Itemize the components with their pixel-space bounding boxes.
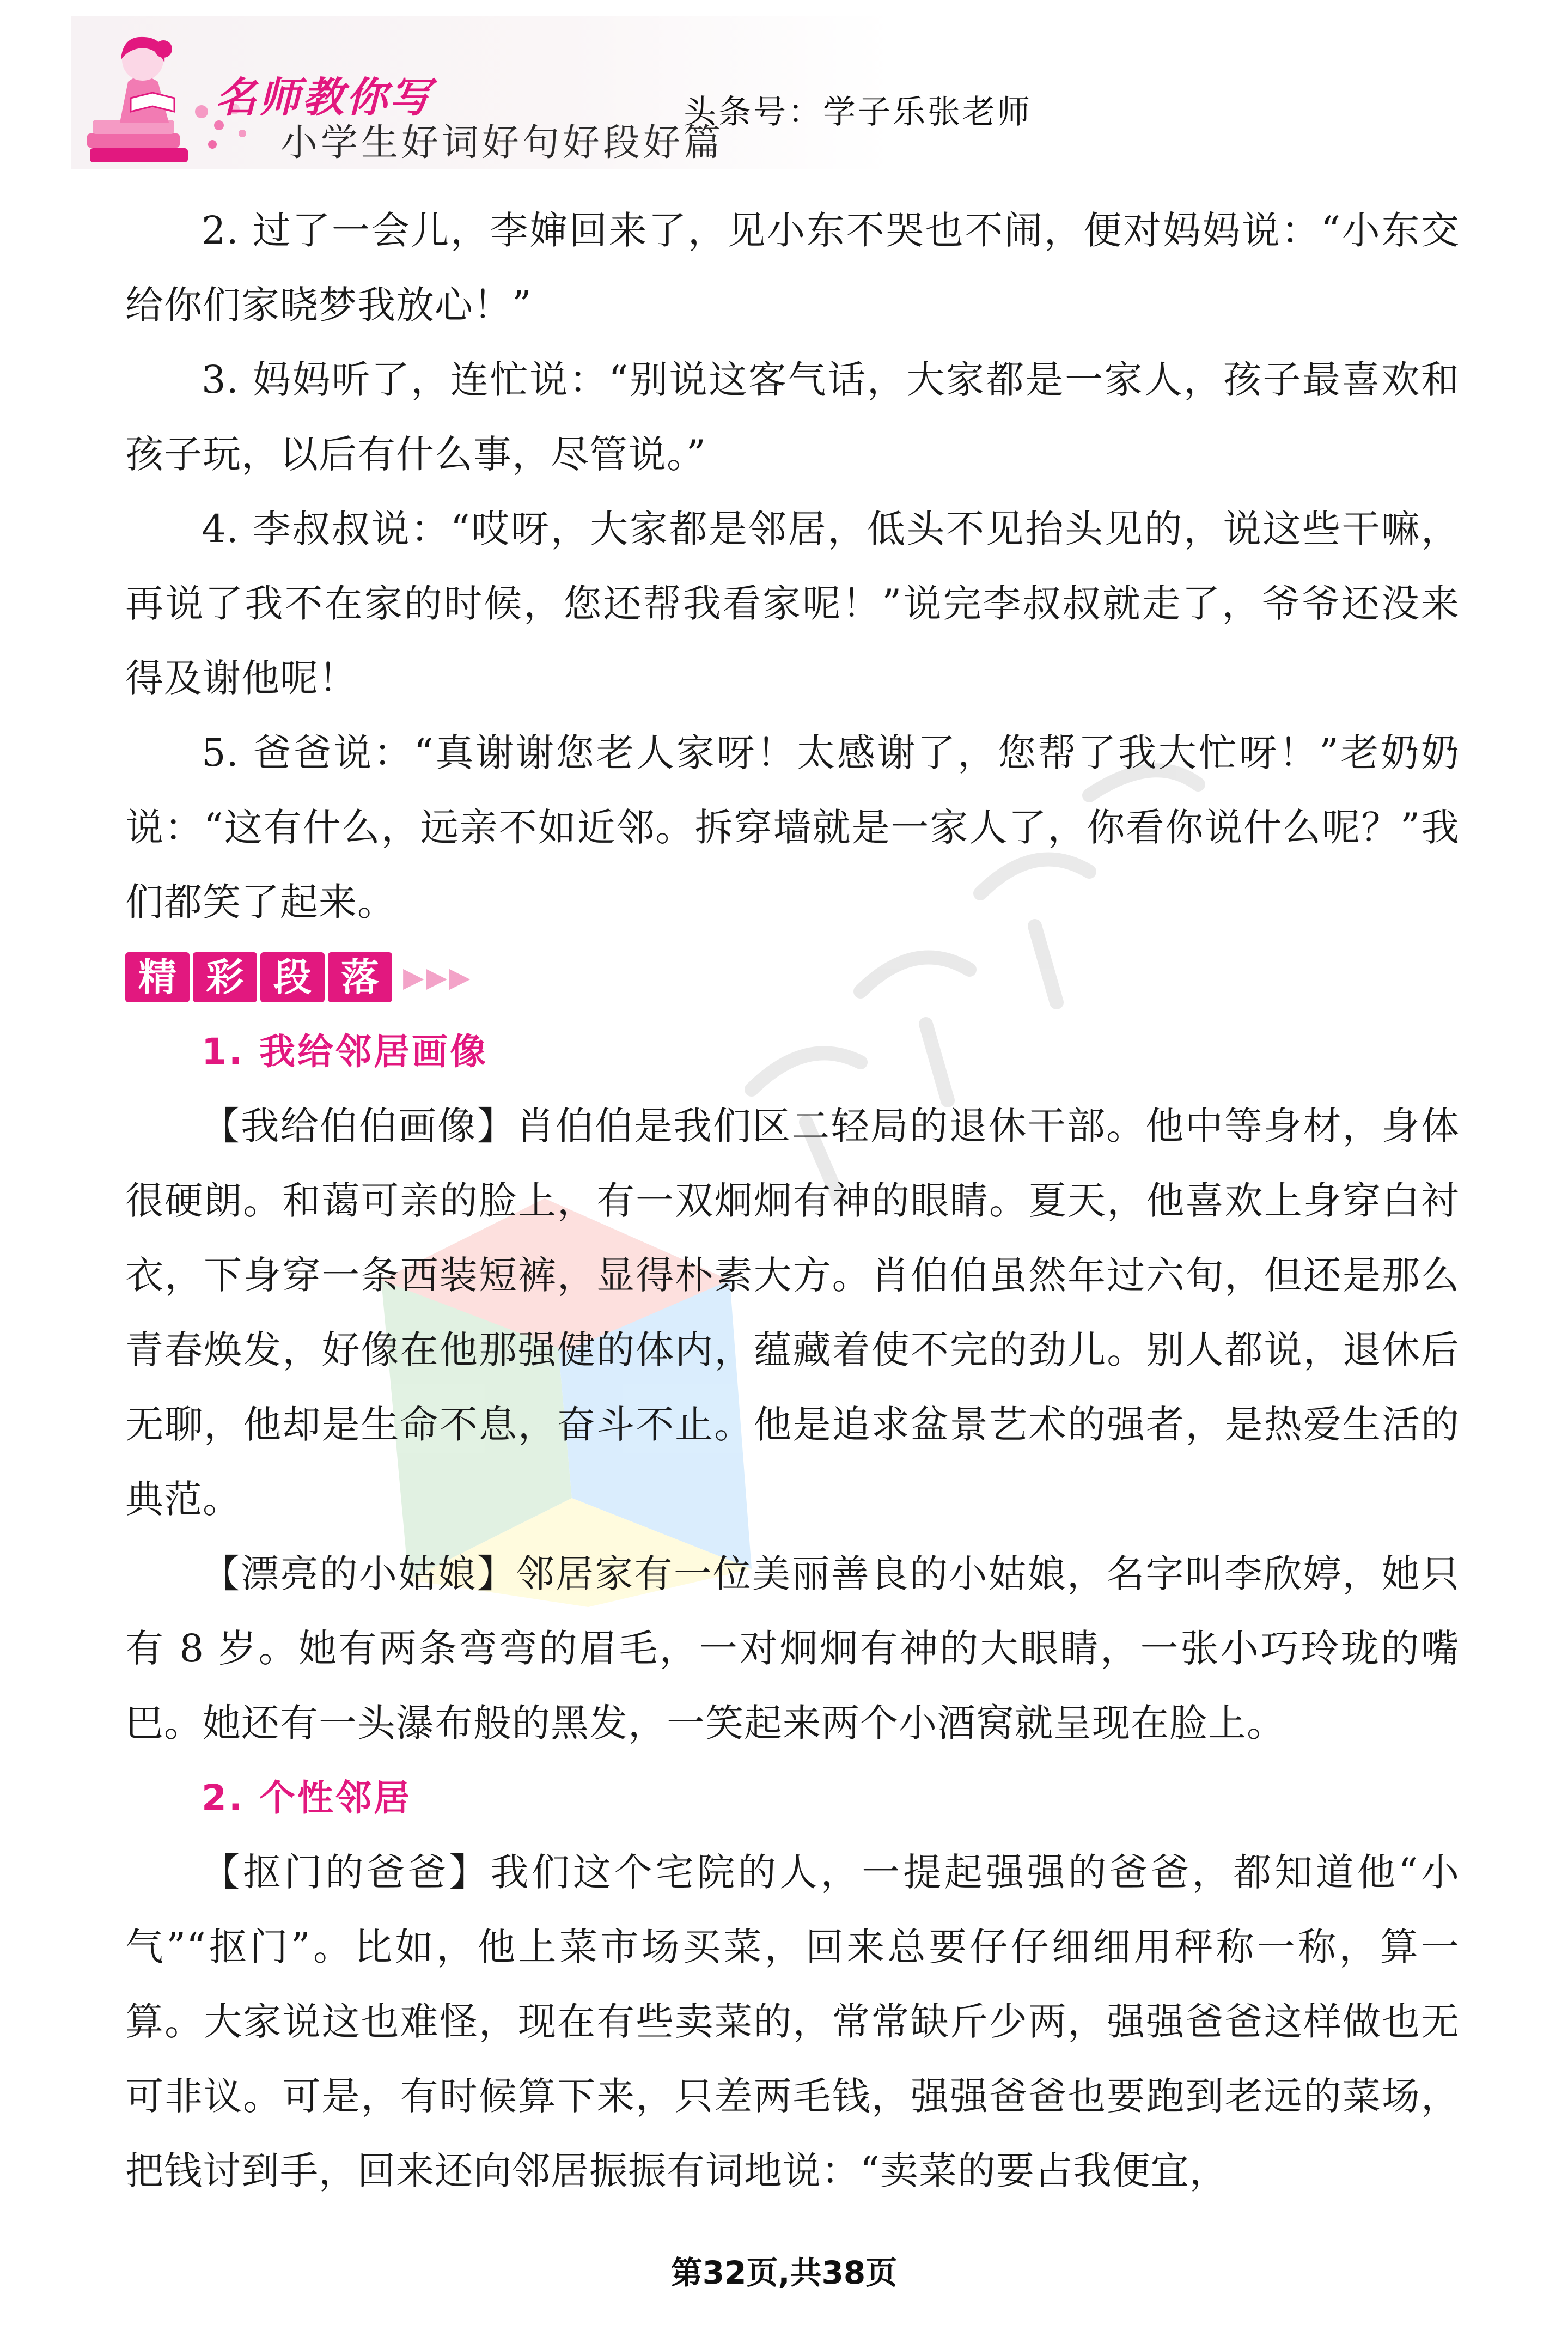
section-banner bbox=[125, 940, 1460, 1014]
author-tag: 头条号：学子乐张老师 bbox=[684, 93, 1032, 131]
paragraph-4: 4. 李叔叔说：“哎呀，大家都是邻居，低头不见抬头见的，说这些干嘛，再说了我不在家的时候，您还帮我看家呢！”说完李叔叔就走了，爷爷还没来得及谢他呢！ bbox=[125, 507, 1460, 701]
subsection-title-personality-neighbor: 2. 个性邻居 bbox=[202, 1777, 412, 1819]
banner-arrows-icon: ▶▶▶ bbox=[403, 961, 473, 993]
book-title: 小学生好词好句好段好篇 bbox=[280, 121, 724, 165]
banner-char: 落 bbox=[328, 952, 392, 1002]
banner-char: 彩 bbox=[193, 952, 257, 1002]
subsection-title-neighbor-portrait: 1. 我给邻居画像 bbox=[202, 1031, 488, 1073]
main-content bbox=[125, 193, 1460, 2208]
header-banner bbox=[71, 16, 1032, 169]
banner-char: 段 bbox=[260, 952, 325, 1002]
paragraph-2: 2. 过了一会儿，李婶回来了，见小东不哭也不闹，便对妈妈说：“小东交给你们家晓梦我放心！” bbox=[125, 208, 1460, 327]
page-number: 第32页,共38页 bbox=[670, 2254, 898, 2291]
series-title: 名师教你写 bbox=[215, 73, 433, 121]
paragraph-uncle-portrait: 【我给伯伯画像】肖伯伯是我们区二轻局的退休干部。他中等身材，身体很硬朗。和蔼可亲的脸上，有一双炯炯有神的眼睛。夏天，他喜欢上身穿白衬衣，下身穿一条西装短裤，显得朴素大方。肖伯伯虽然年过六旬，但还是那么青春焕发，好像在他那强健的体内，蕴藏着使不完的劲儿。别人都说，退休后无聊，他却是生命不息，奋斗不止。他是追求盆景艺术的强者，是热爱生活的典范。 bbox=[125, 1104, 1460, 1521]
paragraph-pretty-girl: 【漂亮的小姑娘】邻居家有一位美丽善良的小姑娘，名字叫李欣婷，她只有 8 岁。她有两条弯弯的眉毛，一对炯炯有神的大眼睛，一张小巧玲珑的嘴巴。她还有一头瀑布般的黑发，一笑起来两个小酒窝就呈现在脸上。 bbox=[125, 1551, 1460, 1745]
paragraph-stingy-dad: 【抠门的爸爸】我们这个宅院的人，一提起强强的爸爸，都知道他“小气”“抠门”。比如，他上菜市场买菜，回来总要仔仔细细用秤称一称，算一算。大家说这也难怪，现在有些卖菜的，常常缺斤少两，强强爸爸这样做也无可非议。可是，有时候算下来，只差两毛钱，强强爸爸也要跑到老远的菜场，把钱讨到手，回来还向邻居振振有词地说：“卖菜的要占我便宜， bbox=[125, 1850, 1460, 2193]
banner-char: 精 bbox=[125, 952, 190, 1002]
paragraph-3: 3. 妈妈听了，连忙说：“别说这客气话，大家都是一家人，孩子最喜欢和孩子玩，以后有什么事，尽管说。” bbox=[125, 357, 1460, 477]
paragraph-5: 5. 爸爸说：“真谢谢您老人家呀！太感谢了，您帮了我大忙呀！”老奶奶说：“这有什么，远亲不如近邻。拆穿墙就是一家人了，你看你说什么呢？”我们都笑了起来。 bbox=[125, 731, 1460, 924]
